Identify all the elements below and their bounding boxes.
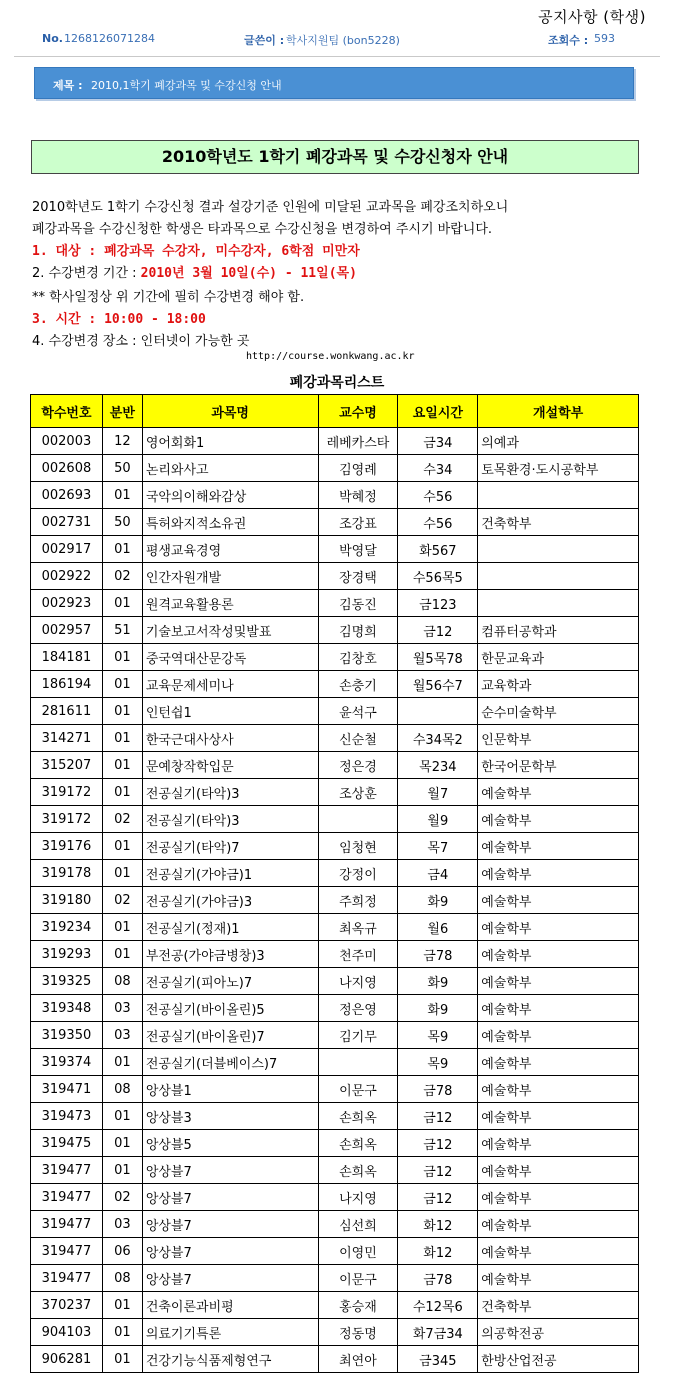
course-code-cell: 319477 [31,1238,103,1265]
section-cell: 50 [102,509,142,536]
table-row [31,1103,639,1130]
course-name-cell: 앙상블3 [142,1103,318,1130]
course-name-cell: 앙상블7 [142,1184,318,1211]
page-title: 공지사항 (학생) [538,8,646,26]
schedule-cell: 금12 [398,1130,478,1157]
section-cell: 01 [102,1292,142,1319]
professor-cell: 박혜정 [318,482,398,509]
table-row [31,779,639,806]
course-name-cell: 문예창작학입문 [142,752,318,779]
schedule-cell: 금12 [398,1184,478,1211]
course-code-cell: 319172 [31,806,103,833]
course-code-cell: 002917 [31,536,103,563]
table-header-row [31,395,639,428]
course-name-cell: 전공실기(타악)7 [142,833,318,860]
schedule-cell: 목9 [398,1022,478,1049]
professor-cell: 신순철 [318,725,398,752]
notice-period-label: 2. 수강변경 기간 : [32,266,141,281]
notice-heading: 2010학년도 1학기 폐강과목 및 수강신청자 안내 [31,140,639,174]
header-course-code: 학수번호 [31,395,103,428]
course-name-cell: 전공실기(더블베이스)7 [142,1049,318,1076]
course-code-cell: 319473 [31,1103,103,1130]
course-code-cell: 002693 [31,482,103,509]
subject-label: 제목 : [53,79,83,92]
post-number-label: No. [42,32,63,45]
professor-cell: 윤석구 [318,698,398,725]
professor-cell: 조강표 [318,509,398,536]
department-cell: 예술학부 [478,968,639,995]
course-name-cell: 중국역대산문강독 [142,644,318,671]
course-name-cell: 건강기능식품제형연구 [142,1346,318,1373]
department-cell: 인문학부 [478,725,639,752]
schedule-cell: 화9 [398,887,478,914]
schedule-cell: 목234 [398,752,478,779]
professor-cell: 강정이 [318,860,398,887]
professor-cell: 천주미 [318,941,398,968]
list-title: 폐강과목리스트 [289,375,385,391]
course-name-cell: 앙상블1 [142,1076,318,1103]
schedule-cell: 금12 [398,1157,478,1184]
section-cell: 01 [102,1319,142,1346]
course-name-cell: 논리와사고 [142,455,318,482]
table-row [31,941,639,968]
table-row [31,455,639,482]
section-cell: 01 [102,833,142,860]
schedule-cell: 수34목2 [398,725,478,752]
section-cell: 01 [102,482,142,509]
department-cell: 순수미술학부 [478,698,639,725]
table-row [31,1184,639,1211]
header-schedule: 요일시간 [398,395,478,428]
professor-cell [318,806,398,833]
course-name-cell: 전공실기(타악)3 [142,806,318,833]
course-code-cell: 319477 [31,1211,103,1238]
schedule-cell: 목9 [398,1049,478,1076]
section-cell: 01 [102,779,142,806]
professor-cell: 주희정 [318,887,398,914]
section-cell: 06 [102,1238,142,1265]
post-number-value: 1268126071284 [64,32,155,45]
course-name-cell: 영어회화1 [142,428,318,455]
schedule-cell: 금345 [398,1346,478,1373]
professor-cell: 박영달 [318,536,398,563]
professor-cell: 김기무 [318,1022,398,1049]
course-code-cell: 904103 [31,1319,103,1346]
table-row [31,1265,639,1292]
table-row [31,1292,639,1319]
department-cell: 예술학부 [478,1022,639,1049]
schedule-cell: 월6 [398,914,478,941]
department-cell: 예술학부 [478,1130,639,1157]
professor-cell: 최옥규 [318,914,398,941]
schedule-cell: 금4 [398,860,478,887]
course-code-cell: 319293 [31,941,103,968]
section-cell: 08 [102,968,142,995]
course-name-cell: 앙상블7 [142,1211,318,1238]
table-row [31,617,639,644]
course-name-cell: 건축이론과비평 [142,1292,318,1319]
schedule-cell: 금123 [398,590,478,617]
schedule-cell: 월5목78 [398,644,478,671]
course-code-cell: 315207 [31,752,103,779]
header-section: 분반 [102,395,142,428]
subject-value: 2010,1학기 폐강과목 및 수강신청 안내 [91,79,282,92]
professor-cell: 최연아 [318,1346,398,1373]
section-cell: 01 [102,671,142,698]
course-code-cell: 186194 [31,671,103,698]
course-code-cell: 319234 [31,914,103,941]
table-row [31,752,639,779]
department-cell: 토목환경·도시공학부 [478,455,639,482]
table-row [31,914,639,941]
course-name-cell: 전공실기(정재)1 [142,914,318,941]
professor-cell: 김영례 [318,455,398,482]
schedule-cell: 화9 [398,968,478,995]
department-cell [478,590,639,617]
schedule-cell: 금78 [398,1076,478,1103]
professor-cell: 이문구 [318,1265,398,1292]
course-code-cell: 319477 [31,1184,103,1211]
section-cell: 03 [102,1211,142,1238]
course-code-cell: 002923 [31,590,103,617]
table-row [31,1049,639,1076]
professor-cell: 홍승재 [318,1292,398,1319]
section-cell: 03 [102,995,142,1022]
course-code-cell: 002003 [31,428,103,455]
course-name-cell: 한국근대사상사 [142,725,318,752]
department-cell: 한문교육과 [478,644,639,671]
course-name-cell: 앙상블7 [142,1238,318,1265]
professor-cell: 나지영 [318,968,398,995]
notice-period [32,264,652,288]
table-row [31,671,639,698]
views-value: 593 [594,32,615,45]
schedule-cell [398,698,478,725]
schedule-cell: 수56목5 [398,563,478,590]
section-cell: 01 [102,725,142,752]
department-cell: 예술학부 [478,914,639,941]
table-row [31,428,639,455]
section-cell: 02 [102,1184,142,1211]
course-code-cell: 184181 [31,644,103,671]
course-name-cell: 교육문제세미나 [142,671,318,698]
schedule-cell: 금12 [398,617,478,644]
table-row [31,509,639,536]
department-cell: 예술학부 [478,1103,639,1130]
course-code-cell: 906281 [31,1346,103,1373]
section-cell: 01 [102,1346,142,1373]
schedule-cell: 금78 [398,1265,478,1292]
course-name-cell: 부전공(가야금병창)3 [142,941,318,968]
professor-cell: 김창호 [318,644,398,671]
notice-paragraph-2: 폐강과목을 수강신청한 학생은 타과목으로 수강신청을 변경하여 주시기 바랍니다. [32,222,493,237]
meta-divider [14,56,660,57]
department-cell: 예술학부 [478,887,639,914]
course-name-cell: 국악의이해와감상 [142,482,318,509]
section-cell: 01 [102,1157,142,1184]
schedule-cell: 수56 [398,482,478,509]
schedule-cell: 금78 [398,941,478,968]
course-code-cell: 002731 [31,509,103,536]
course-name-cell: 전공실기(바이올린)5 [142,995,318,1022]
course-code-cell: 319477 [31,1157,103,1184]
closed-courses-table [30,394,639,1373]
course-code-cell: 319477 [31,1265,103,1292]
table-row [31,1157,639,1184]
writer-label: 글쓴이 : [244,34,285,47]
section-cell: 01 [102,860,142,887]
professor-cell: 손희옥 [318,1130,398,1157]
department-cell: 한국어문학부 [478,752,639,779]
section-cell: 01 [102,1103,142,1130]
writer-value: 학사지원팀 (bon5228) [286,34,400,47]
department-cell [478,536,639,563]
department-cell: 예술학부 [478,1211,639,1238]
post-meta-row [0,32,660,50]
table-row [31,887,639,914]
section-cell: 01 [102,1130,142,1157]
course-code-cell: 319350 [31,1022,103,1049]
table-row [31,1319,639,1346]
table-row [31,563,639,590]
section-cell: 08 [102,1265,142,1292]
header-course-name: 과목명 [142,395,318,428]
section-cell: 01 [102,752,142,779]
professor-cell: 이문구 [318,1076,398,1103]
course-name-cell: 앙상블5 [142,1130,318,1157]
professor-cell: 레베카스타 [318,428,398,455]
section-cell: 02 [102,806,142,833]
schedule-cell: 금34 [398,428,478,455]
schedule-cell: 월9 [398,806,478,833]
course-name-cell: 인턴쉽1 [142,698,318,725]
course-name-cell: 기술보고서작성및발표 [142,617,318,644]
professor-cell: 임청현 [318,833,398,860]
section-cell: 01 [102,1049,142,1076]
course-code-cell: 319325 [31,968,103,995]
section-cell: 02 [102,563,142,590]
schedule-cell: 수34 [398,455,478,482]
table-row [31,644,639,671]
subject-bar [34,67,634,99]
table-row [31,536,639,563]
professor-cell: 조상훈 [318,779,398,806]
professor-cell [318,1049,398,1076]
professor-cell: 정은경 [318,752,398,779]
table-row [31,482,639,509]
table-row [31,860,639,887]
schedule-cell: 화7금34 [398,1319,478,1346]
section-cell: 02 [102,887,142,914]
section-cell: 01 [102,536,142,563]
professor-cell: 정동명 [318,1319,398,1346]
professor-cell: 장경택 [318,563,398,590]
table-row [31,806,639,833]
course-code-cell: 319172 [31,779,103,806]
notice-time: 3. 시간 : 10:00 - 18:00 [32,312,206,327]
header-department: 개설학부 [478,395,639,428]
section-cell: 01 [102,698,142,725]
course-name-cell: 앙상블7 [142,1157,318,1184]
department-cell: 예술학부 [478,1049,639,1076]
table-row [31,1238,639,1265]
professor-cell: 김명희 [318,617,398,644]
department-cell: 예술학부 [478,1157,639,1184]
table-row [31,1211,639,1238]
department-cell: 예술학부 [478,1265,639,1292]
course-name-cell: 원격교육활용론 [142,590,318,617]
table-row [31,1130,639,1157]
schedule-cell: 화12 [398,1211,478,1238]
schedule-cell: 수12목6 [398,1292,478,1319]
course-code-cell: 002608 [31,455,103,482]
department-cell: 의공학전공 [478,1319,639,1346]
department-cell: 예술학부 [478,833,639,860]
header-professor: 교수명 [318,395,398,428]
course-code-cell: 370237 [31,1292,103,1319]
professor-cell: 심선희 [318,1211,398,1238]
department-cell: 예술학부 [478,995,639,1022]
course-code-cell: 002922 [31,563,103,590]
course-name-cell: 앙상블7 [142,1265,318,1292]
table-row [31,1346,639,1373]
section-cell: 50 [102,455,142,482]
professor-cell: 김동진 [318,590,398,617]
course-code-cell: 281611 [31,698,103,725]
schedule-cell: 화9 [398,995,478,1022]
notice-period-note: ** 학사일정상 위 기간에 필히 수강변경 해야 함. [32,290,305,305]
department-cell: 예술학부 [478,806,639,833]
department-cell: 예술학부 [478,1238,639,1265]
schedule-cell: 월7 [398,779,478,806]
notice-paragraph-1: 2010학년도 1학기 수강신청 결과 설강기준 인원에 미달된 교과목을 폐강조치하오니 [32,200,509,215]
notice-body [32,198,652,356]
course-name-cell: 전공실기(피아노)7 [142,968,318,995]
course-code-cell: 319475 [31,1130,103,1157]
department-cell: 예술학부 [478,1184,639,1211]
table-row [31,590,639,617]
table-row [31,968,639,995]
course-code-cell: 319471 [31,1076,103,1103]
schedule-cell: 금12 [398,1103,478,1130]
course-code-cell: 002957 [31,617,103,644]
professor-cell: 손충기 [318,671,398,698]
department-cell: 예술학부 [478,860,639,887]
course-code-cell: 314271 [31,725,103,752]
course-code-cell: 319348 [31,995,103,1022]
course-name-cell: 평생교육경영 [142,536,318,563]
course-name-cell: 전공실기(바이올린)7 [142,1022,318,1049]
section-cell: 12 [102,428,142,455]
professor-cell: 손희옥 [318,1103,398,1130]
table-row [31,995,639,1022]
department-cell: 예술학부 [478,779,639,806]
department-cell: 한방산업전공 [478,1346,639,1373]
schedule-cell: 목7 [398,833,478,860]
professor-cell: 손희옥 [318,1157,398,1184]
schedule-cell: 화567 [398,536,478,563]
professor-cell: 정은영 [318,995,398,1022]
course-code-cell: 319178 [31,860,103,887]
section-cell: 03 [102,1022,142,1049]
course-name-cell: 전공실기(타악)3 [142,779,318,806]
course-name-cell: 인간자원개발 [142,563,318,590]
course-code-cell: 319374 [31,1049,103,1076]
department-cell: 의예과 [478,428,639,455]
department-cell: 예술학부 [478,1076,639,1103]
department-cell: 건축학부 [478,1292,639,1319]
schedule-cell: 월56수7 [398,671,478,698]
course-name-cell: 전공실기(가야금)1 [142,860,318,887]
schedule-cell: 수56 [398,509,478,536]
department-cell: 건축학부 [478,509,639,536]
course-site-url: http://course.wonkwang.ac.kr [246,351,415,362]
course-name-cell: 의료기기특론 [142,1319,318,1346]
department-cell [478,482,639,509]
section-cell: 01 [102,941,142,968]
course-name-cell: 전공실기(가야금)3 [142,887,318,914]
section-cell: 01 [102,644,142,671]
table-row [31,1022,639,1049]
table-row [31,833,639,860]
notice-place: 4. 수강변경 장소 : 인터넷이 가능한 곳 [32,334,250,349]
department-cell: 예술학부 [478,941,639,968]
section-cell: 08 [102,1076,142,1103]
course-name-cell: 특허와지적소유권 [142,509,318,536]
section-cell: 51 [102,617,142,644]
section-cell: 01 [102,914,142,941]
section-cell: 01 [102,590,142,617]
table-row [31,1076,639,1103]
notice-target: 1. 대상 : 폐강과목 수강자, 미수강자, 6학점 미만자 [32,244,360,259]
department-cell [478,563,639,590]
views-label: 조회수 : [548,34,589,47]
course-code-cell: 319180 [31,887,103,914]
schedule-cell: 화12 [398,1238,478,1265]
department-cell: 컴퓨터공학과 [478,617,639,644]
notice-period-value: 2010년 3월 10일(수) - 11일(목) [140,266,357,281]
table-row [31,725,639,752]
professor-cell: 나지영 [318,1184,398,1211]
professor-cell: 이영민 [318,1238,398,1265]
table-row [31,698,639,725]
department-cell: 교육학과 [478,671,639,698]
course-code-cell: 319176 [31,833,103,860]
